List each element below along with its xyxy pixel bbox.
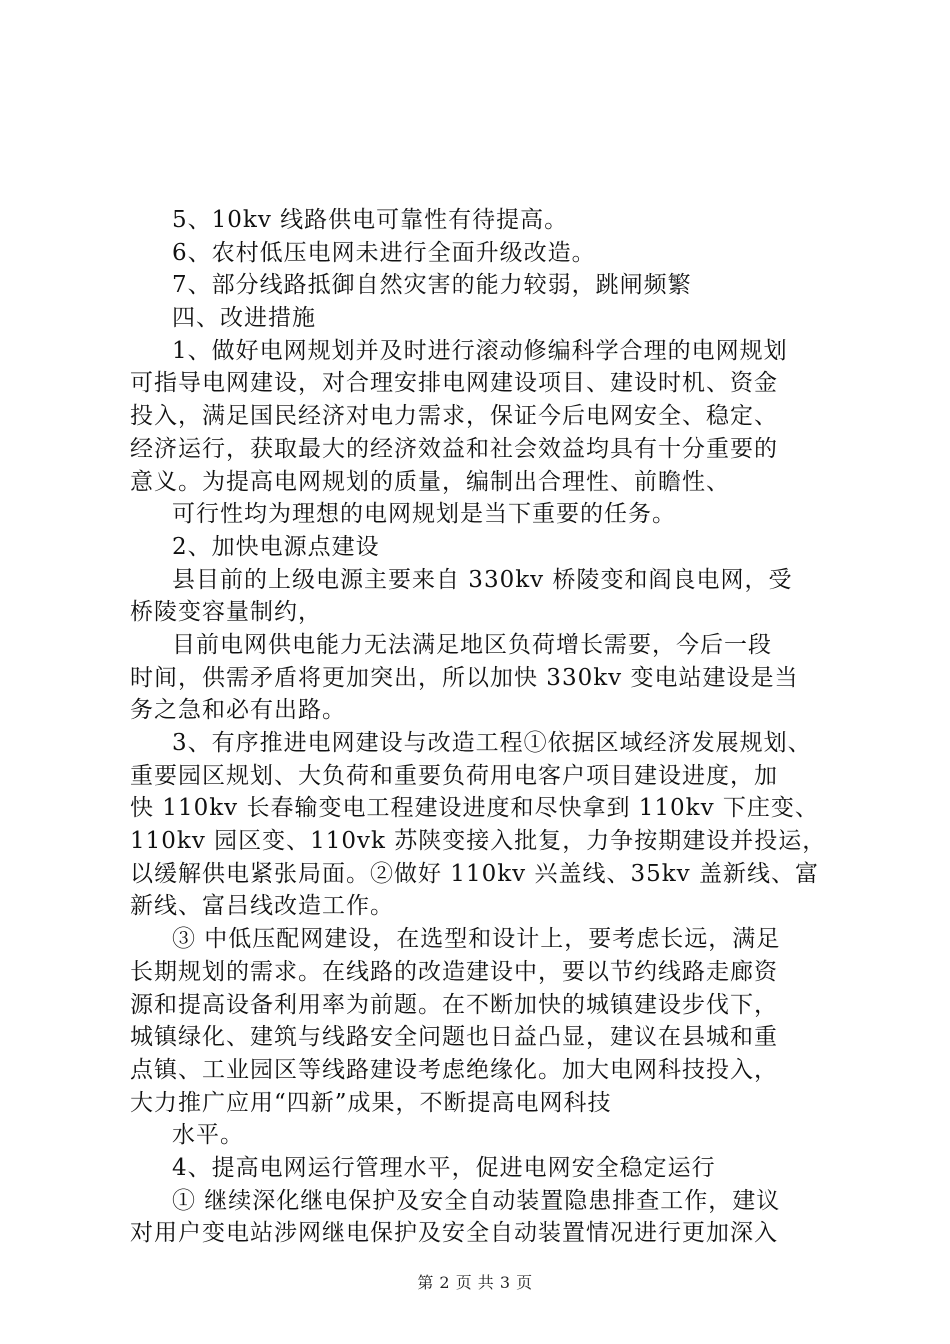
paragraph-line: 经济运行，获取最大的经济效益和社会效益均具有十分重要的 [130, 435, 778, 462]
paragraph-line: 110kv 园区变、110vk 苏陕变接入批复，力争按期建设并投运， [130, 828, 827, 855]
paragraph-line: 对用户变电站涉网继电保护及安全自动装置情况进行更加深入 [130, 1220, 778, 1247]
page-footer: 第 2 页 共 3 页 [417, 1273, 533, 1292]
paragraph-line: 4、提高电网运行管理水平，促进电网安全稳定运行 [172, 1154, 716, 1181]
paragraph-line: ① 继续深化继电保护及安全自动装置隐患排查工作，建议 [172, 1187, 781, 1214]
paragraph-line: 长期规划的需求。在线路的改造建设中，要以节约线路走廊资 [130, 958, 778, 985]
paragraph-line: 大力推广应用“四新”成果，不断提高电网科技 [130, 1089, 612, 1116]
paragraph-line: 务之急和必有出路。 [130, 697, 346, 724]
paragraph-line: 点镇、工业园区等线路建设考虑绝缘化。加大电网科技投入， [130, 1056, 778, 1083]
paragraph-line: 5、10kv 线路供电可靠性有待提高。 [172, 207, 569, 233]
paragraph-line: 1、做好电网规划并及时进行滚动修编科学合理的电网规划 [172, 337, 788, 364]
paragraph-line: 目前电网供电能力无法满足地区负荷增长需要，今后一段 [172, 631, 772, 658]
document-body [130, 204, 830, 1250]
paragraph-line: 可行性均为理想的电网规划是当下重要的任务。 [172, 501, 676, 528]
paragraph-line: 2、加快电源点建设 [172, 533, 380, 560]
paragraph-line: 6、农村低压电网未进行全面升级改造。 [172, 239, 596, 266]
paragraph-line: 县目前的上级电源主要来自 330kv 桥陵变和阎良电网，受 [172, 566, 793, 593]
paragraph-line: 7、部分线路抵御自然灾害的能力较弱，跳闸频繁 [172, 272, 692, 299]
paragraph-line: 可指导电网建设，对合理安排电网建设项目、建设时机、资金 [130, 370, 778, 397]
paragraph-line: 快 110kv 长春输变电工程建设进度和尽快拿到 110kv 下庄变、 [130, 795, 819, 822]
paragraph-line: 时间，供需矛盾将更加突出，所以加快 330kv 变电站建设是当 [130, 664, 799, 691]
paragraph-line: 意义。为提高电网规划的质量，编制出合理性、前瞻性、 [130, 468, 730, 495]
paragraph-line: 源和提高设备利用率为前题。在不断加快的城镇建设步伐下， [130, 991, 778, 1018]
paragraph-line: 投入，满足国民经济对电力需求，保证今后电网安全、稳定、 [130, 403, 778, 430]
paragraph-line: ③ 中低压配网建设，在选型和设计上，要考虑长远，满足 [172, 926, 781, 953]
paragraph-line: 水平。 [172, 1122, 244, 1149]
paragraph-line: 重要园区规划、大负荷和重要负荷用电客户项目建设进度，加 [130, 762, 778, 789]
paragraph-line: 四、改进措施 [172, 305, 316, 332]
paragraph-line: 3、有序推进电网建设与改造工程①依据区域经济发展规划、 [172, 730, 812, 756]
paragraph-line: 以缓解供电紧张局面。②做好 110kv 兴盖线、35kv 盖新线、富 [130, 860, 819, 887]
paragraph-line: 城镇绿化、建筑与线路安全问题也日益凸显，建议在县城和重 [130, 1024, 778, 1051]
paragraph-line: 桥陵变容量制约， [130, 599, 322, 626]
paragraph-line: 新线、富吕线改造工作。 [130, 893, 394, 920]
